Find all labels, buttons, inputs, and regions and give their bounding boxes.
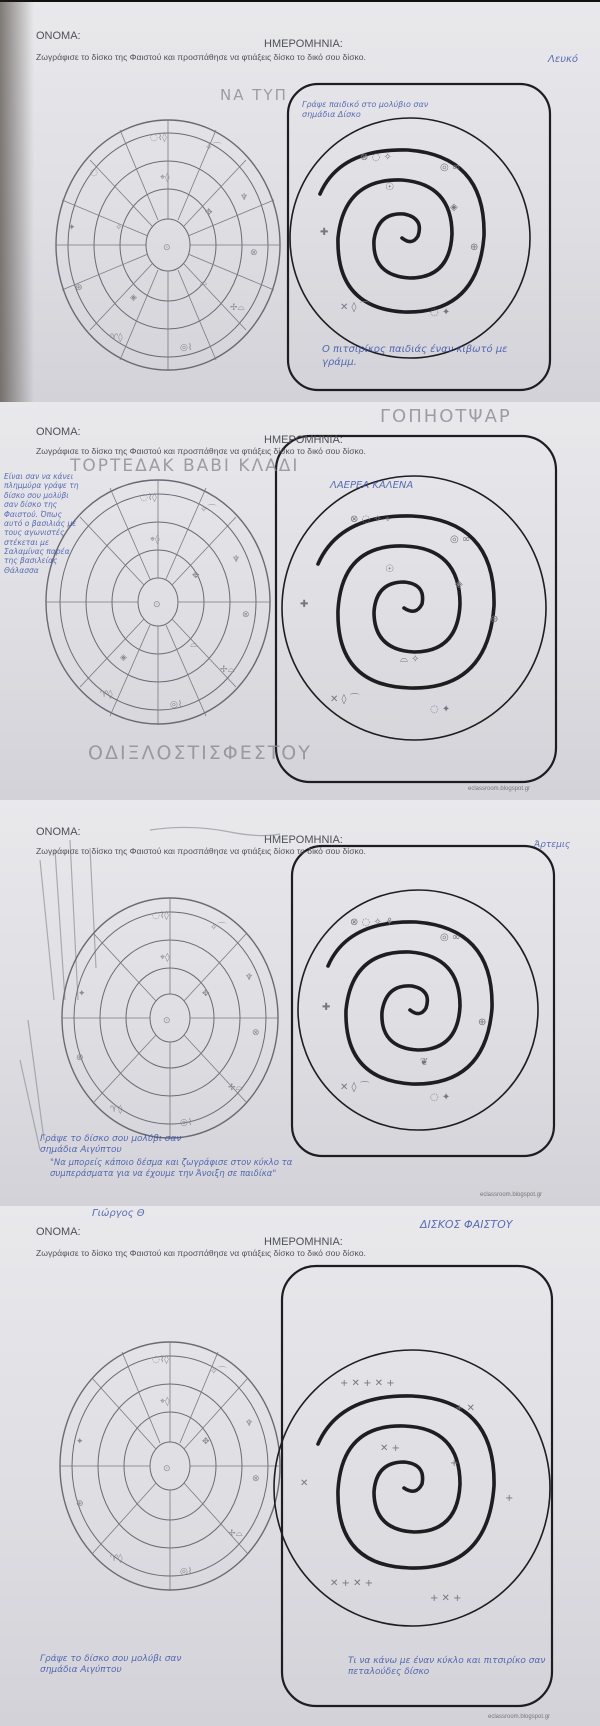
handwritten-top-right: Λευκό	[548, 54, 579, 65]
svg-text:◈: ◈	[450, 202, 458, 213]
spiral-card	[276, 436, 556, 782]
svg-text:+: +	[450, 1458, 459, 1469]
phaistos-disk-drawing	[62, 898, 278, 1138]
pencil-scribble	[20, 827, 280, 1150]
svg-text:⊗: ⊗	[252, 1474, 260, 1484]
header-date-label: ΗΜΕΡΟΜΗΝΙΑ:	[264, 38, 343, 50]
handwritten-box-top: ΛΑΕΡΕΑ ΚΑΛΕΝΑ	[330, 480, 414, 491]
svg-text:⊗: ⊗	[242, 610, 250, 620]
svg-text:✚: ✚	[322, 1002, 331, 1013]
worksheet-credit: eclassroom.blogspot.gr	[480, 1192, 543, 1198]
handwritten-bottom-note-2: "Να μπορείς κάποιο δέσμα και ζωγράφισε στον κύκλο τα συμπεράσματα για να έχουμε την Άνοιξη σε παιδίκα"	[50, 1158, 293, 1179]
svg-text:♆: ♆	[245, 973, 254, 983]
header-name-label: ΟΝΟΜΑ:	[36, 826, 81, 838]
svg-text:✚: ✚	[300, 599, 309, 610]
svg-text:⊙: ⊙	[163, 1016, 171, 1026]
svg-text:◎ ∞: ◎ ∞	[440, 932, 461, 943]
pencil-bottom-text: ΟΔΙΞΛΟΣΤΙΣΦΕΣΤΟΥ	[88, 742, 312, 764]
svg-text:⊕: ⊕	[478, 1017, 487, 1028]
svg-text:◎⌇: ◎⌇	[170, 700, 183, 710]
svg-text:❦: ❦	[420, 1057, 429, 1068]
header-date-label: ΗΜΕΡΟΜΗΝΙΑ:	[264, 834, 343, 846]
svg-text:✧: ✧	[115, 223, 123, 233]
svg-text:✢⌓: ✢⌓	[230, 303, 245, 313]
handwritten-top-right: ΔΙΣΚΟΣ ΦΑΙΣΤΟΥ	[420, 1218, 513, 1231]
svg-text:+ ✕ +: + ✕ +	[430, 1593, 462, 1604]
svg-text:✕ ◊ ⌒: ✕ ◊ ⌒	[340, 1082, 370, 1093]
handwritten-left-note: Είναι σαν να κάνει πλημμύρα γράψε τη δίσκο σου μολύβι σαν δίσκο της Φαιστού. Όπως αυτό ο βασιλιάς με τους αγωνιστές στέκεται με Σαλαμίνας παρέα της βασιλείας Θάλασσα	[4, 472, 79, 575]
svg-text:✕ +: ✕ +	[380, 1443, 400, 1454]
svg-text:◎⌇: ◎⌇	[180, 1118, 193, 1128]
svg-text:✧⌒: ✧⌒	[210, 1367, 227, 1377]
svg-text:◌ ✦: ◌ ✦	[430, 1092, 451, 1103]
svg-text:⊕: ⊕	[76, 1499, 84, 1509]
svg-text:◌⌇◊: ◌⌇◊	[150, 133, 167, 143]
svg-text:⊕: ⊕	[490, 614, 499, 625]
handwritten-top-left: Γιώργος Θ	[92, 1208, 145, 1219]
worksheet-1	[0, 0, 600, 402]
svg-text:+ ✕ + ✕ +: + ✕ + ✕ +	[340, 1378, 395, 1389]
svg-text:✦: ✦	[78, 989, 86, 999]
svg-text:⊙: ⊙	[163, 1464, 171, 1474]
svg-text:♆: ♆	[245, 1419, 254, 1429]
svg-text:⊗: ⊗	[250, 248, 258, 258]
svg-text:✦: ✦	[76, 1437, 84, 1447]
svg-text:✢⌓: ✢⌓	[228, 1083, 243, 1093]
svg-text:◎⌇: ◎⌇	[180, 343, 193, 353]
worksheet-credit: eclassroom.blogspot.gr	[468, 786, 531, 792]
svg-text:✕: ✕	[300, 1478, 309, 1489]
svg-text:✥: ✥	[202, 989, 210, 999]
svg-text:◌⌇◊: ◌⌇◊	[152, 911, 169, 921]
handwritten-bottom-left: Γράψε το δίσκο σου μολύβι σαν σημάδια Αιγύπτου	[40, 1654, 182, 1676]
svg-text:◈: ◈	[455, 579, 463, 590]
pencil-top-text: ΓΟΠΗΟΤΨΑΡ	[380, 406, 512, 427]
handwritten-top-right: Άρτεμις	[534, 840, 571, 850]
svg-text:✥: ✥	[192, 571, 200, 581]
svg-text:⊙: ⊙	[153, 600, 161, 610]
worksheet-3	[0, 800, 600, 1206]
svg-text:✕ ◊ ⌒: ✕ ◊ ⌒	[340, 302, 370, 313]
worksheet-4	[0, 1206, 600, 1726]
header-name-label: ΟΝΟΜΑ:	[36, 1226, 81, 1238]
svg-text:♈◊: ♈◊	[100, 690, 113, 700]
svg-text:✧⌒: ✧⌒	[210, 923, 227, 933]
svg-text:✧⌒: ✧⌒	[205, 143, 222, 153]
svg-text:⊗ ◌ ✧: ⊗ ◌ ✧	[360, 152, 392, 163]
svg-text:◈: ◈	[130, 293, 137, 303]
svg-text:◌: ◌	[90, 168, 98, 178]
svg-text:◌⌇◊: ◌⌇◊	[140, 493, 157, 503]
svg-text:◎⌇: ◎⌇	[180, 1567, 193, 1577]
svg-text:✚: ✚	[320, 227, 329, 238]
svg-text:+ ✕: + ✕	[455, 1403, 475, 1414]
instruction-text: Ζωγράφισε το δίσκο της Φαιστού και προσπάθησε να φτιάξεις δίσκο το δικό σου δίσκο.	[36, 1248, 366, 1258]
instruction-text: Ζωγράφισε το δίσκο της Φαιστού και προσπάθησε να φτιάξεις δίσκο το δικό σου δίσκο.	[36, 446, 366, 456]
page-edge-shadow	[0, 0, 34, 402]
pencil-second-text: ΤΟΡΤΕΔΑΚ ΒΑΒΙ ΚΛΑΔΙ	[70, 456, 300, 476]
svg-text:☉: ☉	[385, 564, 394, 575]
svg-text:♈◊: ♈◊	[110, 333, 123, 343]
svg-text:◈: ◈	[120, 653, 127, 663]
svg-text:⊗: ⊗	[252, 1028, 260, 1038]
svg-text:✕ + ✕ +: ✕ + ✕ +	[330, 1578, 374, 1589]
svg-text:◎ ∞: ◎ ∞	[440, 162, 461, 173]
instruction-text: Ζωγράφισε το δίσκο της Φαιστού και προσπάθησε να φτιάξεις δίσκο το δικό σου δίσκο.	[36, 52, 366, 62]
worksheet-2	[0, 402, 600, 800]
svg-text:⌖◊: ⌖◊	[160, 1397, 170, 1407]
svg-text:⊗ ◌ ✧ ⌖: ⊗ ◌ ✧ ⌖	[350, 514, 391, 525]
svg-text:✢⌓: ✢⌓	[220, 665, 235, 675]
phaistos-disk-drawing	[60, 1342, 280, 1590]
instruction-text: Ζωγράφισε το δίσκο της Φαιστού και προσπάθησε να φτιάξεις δίσκο το δικό σου δίσκο.	[36, 846, 366, 856]
header-date-label: ΗΜΕΡΟΜΗΝΙΑ:	[264, 434, 343, 446]
svg-text:✧⌒: ✧⌒	[200, 505, 217, 515]
svg-text:⊕: ⊕	[470, 242, 479, 253]
svg-text:✥: ✥	[202, 1437, 210, 1447]
handwritten-bottom-right: Τι να κάνω με έναν κύκλο και πιτσιρίκο σαν πεταλούδες δίσκο	[348, 1656, 546, 1678]
header-name-label: ΟΝΟΜΑ:	[36, 426, 81, 438]
phaistos-disk-drawing	[56, 120, 280, 370]
svg-text:+: +	[505, 1493, 514, 1504]
svg-text:✕ ◊ ⌒: ✕ ◊ ⌒	[330, 694, 360, 705]
svg-text:⊕: ⊕	[76, 1053, 84, 1063]
svg-text:♆: ♆	[240, 193, 249, 203]
svg-text:⌓ ✧: ⌓ ✧	[400, 654, 420, 665]
svg-text:⌓: ⌓	[190, 640, 198, 650]
svg-text:⌖◊: ⌖◊	[160, 953, 170, 963]
spiral-card	[274, 1266, 552, 1706]
svg-text:⌖◊: ⌖◊	[150, 535, 160, 545]
svg-text:◌ ✦: ◌ ✦	[430, 307, 451, 318]
svg-text:◌⌇◊: ◌⌇◊	[152, 1355, 169, 1365]
svg-text:♈◊: ♈◊	[110, 1105, 123, 1115]
pencil-name: ΝΑ ΤΥΠ	[220, 86, 288, 104]
svg-text:✦: ✦	[68, 223, 76, 233]
svg-text:✥: ✥	[205, 208, 213, 218]
handwritten-box-note: Γράψε παιδικό στο μολύβιο σαν σημάδια Δίσκο	[302, 100, 429, 119]
svg-text:⌖◊: ⌖◊	[160, 173, 170, 183]
svg-text:☉: ☉	[385, 182, 394, 193]
svg-text:◌ ✦: ◌ ✦	[430, 704, 451, 715]
handwritten-bottom-note: Ο πιτσιρίκος παιδιάς έναν κιβωτό με γράμμ.	[322, 344, 508, 368]
svg-text:⊕: ⊕	[75, 283, 83, 293]
header-date-label: ΗΜΕΡΟΜΗΝΙΑ:	[264, 1236, 343, 1248]
spiral-card	[292, 846, 554, 1156]
svg-text:⊙: ⊙	[163, 243, 171, 253]
worksheet-credit: eclassroom.blogspot.gr	[488, 1714, 551, 1720]
header-name-label: ΟΝΟΜΑ:	[36, 30, 81, 42]
handwritten-bottom-note-1: Γράψε το δίσκο σου μολύβι σαν σημάδια Αιγύπτου	[40, 1134, 182, 1156]
svg-text:✢⌓: ✢⌓	[228, 1529, 243, 1539]
svg-text:♈◊: ♈◊	[110, 1554, 123, 1564]
svg-text:♆: ♆	[232, 555, 241, 565]
svg-text:⊗ ◌ ✧ ⚘: ⊗ ◌ ✧ ⚘	[350, 917, 394, 928]
svg-text:◎ ∞: ◎ ∞	[450, 534, 471, 545]
worksheet-4-drawing	[0, 1206, 600, 1726]
svg-text:⌓: ⌓	[200, 278, 208, 288]
